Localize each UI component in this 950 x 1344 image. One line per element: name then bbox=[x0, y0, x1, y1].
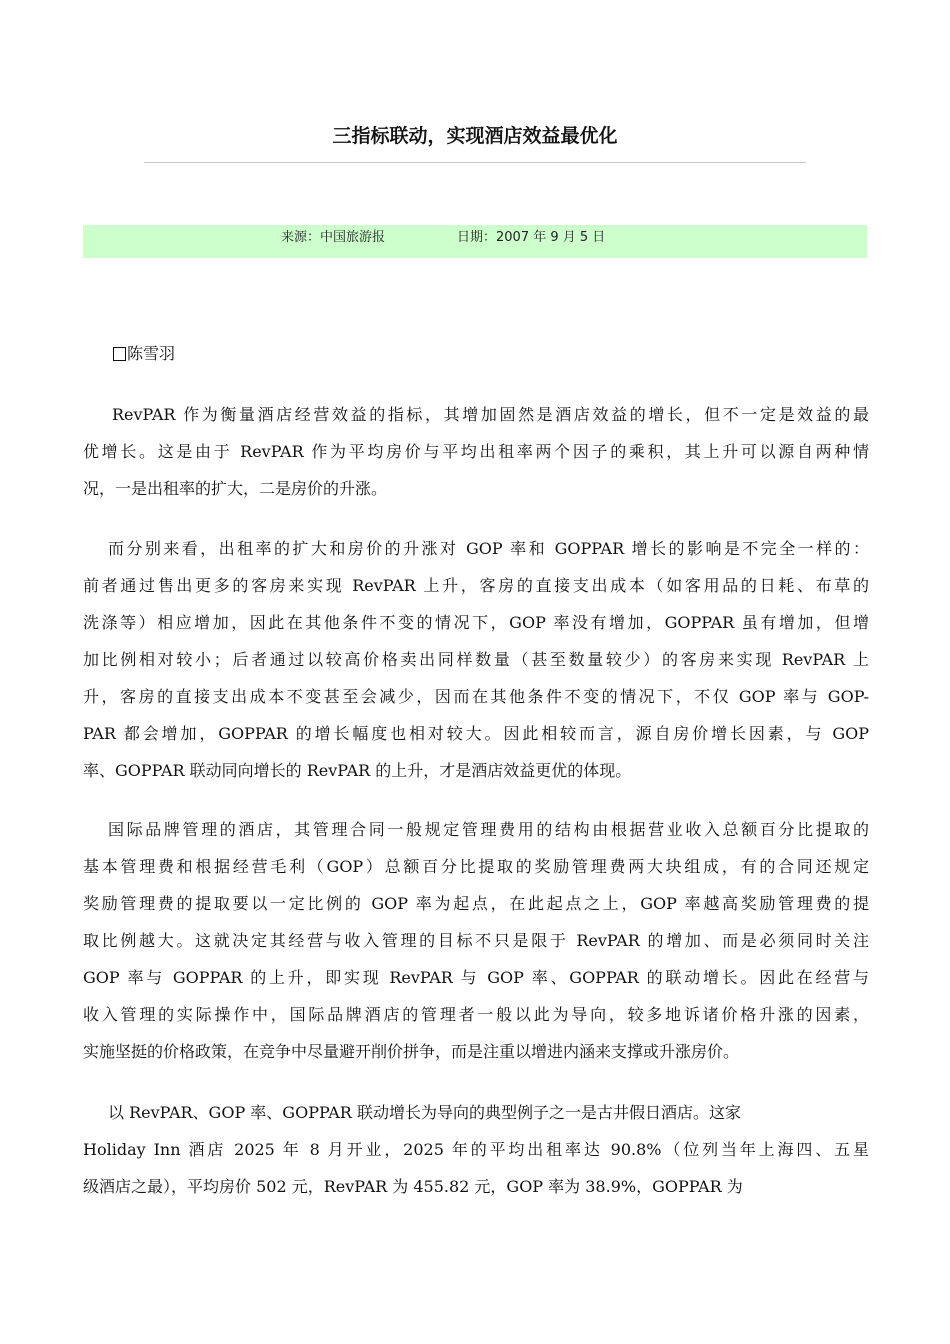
paragraph-4 bbox=[83, 1094, 869, 1205]
paragraph-line: 率、GOPPAR 联动同向增长的 RevPAR 的上升，才是酒店效益更优的体现。 bbox=[83, 761, 632, 780]
paragraph-2 bbox=[83, 530, 869, 789]
author-name: 陈雪羽 bbox=[127, 344, 176, 363]
article-author bbox=[113, 340, 175, 368]
paragraph-line: Holiday Inn 酒店 2025 年 8 月开业，2025 年的平均出租率达 90.8%（位列当年上海四、五星 bbox=[83, 1140, 869, 1159]
paragraph-line: 级酒店之最），平均房价 502 元，RevPAR 为 455.82 元，GOP 率为 38.9%，GOPPAR 为 bbox=[83, 1177, 743, 1196]
paragraph-line: 优增长。这是由于 RevPAR 作为平均房价与平均出租率两个因子的乘积，其上升可以源自两种情 bbox=[83, 442, 869, 461]
paragraph-line: 国际品牌管理的酒店，其管理合同一般规定管理费用的结构由根据营业收入总额百分比提取的 bbox=[108, 820, 869, 839]
title-divider bbox=[144, 162, 806, 163]
checkbox-glyph-icon bbox=[113, 347, 126, 361]
paragraph-line: 收入管理的实际操作中，国际品牌酒店的管理者一般以此为导向，较多地诉诸价格升涨的因素， bbox=[83, 1005, 869, 1024]
paragraph-line: 基本管理费和根据经营毛利（GOP）总额百分比提取的奖励管理费两大块组成，有的合同还规定 bbox=[83, 857, 869, 876]
paragraph-line: RevPAR 作为衡量酒店经营效益的指标，其增加固然是酒店效益的增长，但不一定是效益的最 bbox=[112, 405, 869, 424]
paragraph-line: 况，一是出租率的扩大，二是房价的升涨。 bbox=[83, 479, 388, 498]
article-title: 三指标联动，实现酒店效益最优化 bbox=[332, 125, 618, 147]
paragraph-3 bbox=[83, 811, 869, 1070]
paragraph-line: 取比例越大。这就决定其经营与收入管理的目标不只是限于 RevPAR 的增加、而是必须同时关注 bbox=[83, 931, 869, 950]
paragraph-line: 而分别来看，出租率的扩大和房价的升涨对 GOP 率和 GOPPAR 增长的影响是不完全一样的： bbox=[108, 539, 869, 558]
article-meta-bar bbox=[83, 225, 867, 258]
paragraph-line: 升，客房的直接支出成本不变甚至会减少，因而在其他条件不变的情况下，不仅 GOP 率与 GOP- bbox=[83, 687, 869, 706]
paragraph-line: 实施坚挺的价格政策，在竞争中尽量避开削价拼争，而是注重以增进内涵来支撑或升涨房价。 bbox=[83, 1042, 740, 1061]
paragraph-line: GOP 率与 GOPPAR 的上升，即实现 RevPAR 与 GOP 率、GOPPAR 的联动增长。因此在经营与 bbox=[83, 968, 869, 987]
article-source: 来源：中国旅游报 bbox=[281, 230, 386, 245]
article-date: 日期：2007 年 9 月 5 日 bbox=[457, 230, 606, 245]
paragraph-line: 前者通过售出更多的客房来实现 RevPAR 上升，客房的直接支出成本（如客用品的日耗、布草的 bbox=[83, 576, 869, 595]
paragraph-line: 奖励管理费的提取要以一定比例的 GOP 率为起点，在此起点之上，GOP 率越高奖励管理费的提 bbox=[83, 894, 869, 913]
paragraph-line: PAR 都会增加，GOPPAR 的增长幅度也相对较大。因此相较而言，源自房价增长因素，与 GOP bbox=[83, 724, 869, 743]
paragraph-line: 以 RevPAR、GOP 率、GOPPAR 联动增长为导向的典型例子之一是古井假日酒店。这家 bbox=[108, 1103, 741, 1122]
paragraph-line: 加比例相对较小；后者通过以较高价格卖出同样数量（甚至数量较少）的客房来实现 RevPAR 上 bbox=[83, 650, 869, 669]
paragraph-1 bbox=[83, 396, 869, 507]
paragraph-line: 洗涤等）相应增加，因此在其他条件不变的情况下，GOP 率没有增加，GOPPAR 虽有增加，但增 bbox=[83, 613, 869, 632]
